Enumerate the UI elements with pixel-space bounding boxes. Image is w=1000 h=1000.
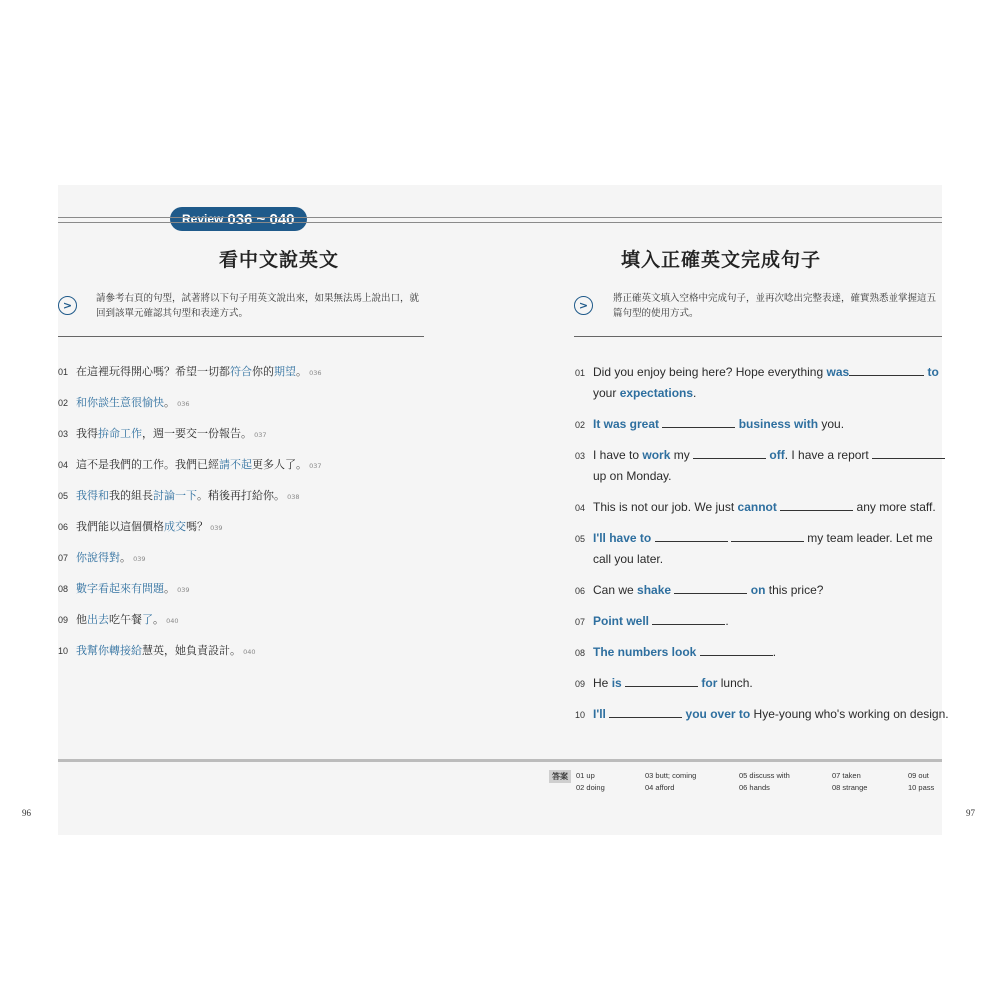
- item-number: 08: [575, 648, 586, 658]
- item-number: 07: [58, 553, 69, 563]
- item-number: 02: [575, 420, 586, 430]
- item-number: 02: [58, 398, 69, 408]
- answer-item: 03 butt; coming: [645, 771, 697, 780]
- footer-rule: [58, 759, 942, 762]
- answer-item: 06 hands: [739, 783, 770, 792]
- english-sentence: call you later.: [593, 552, 664, 566]
- english-sentence: Can we shake on this price?: [593, 583, 824, 597]
- item-number: 04: [58, 460, 69, 470]
- answer-blank[interactable]: [693, 447, 766, 459]
- unit-reference: 037: [252, 431, 267, 439]
- review-badge-word: Review: [182, 212, 224, 226]
- answer-item: 01 up: [576, 771, 595, 780]
- answer-blank[interactable]: [609, 706, 682, 718]
- chinese-sentence: 他出去吃午餐了。 040: [76, 613, 179, 626]
- answer-item: 09 out: [908, 771, 929, 780]
- right-instruction: 將正確英文填入空格中完成句子，並再次唸出完整表達，確實熟悉並掌握這五篇句型的使用方式。: [613, 293, 937, 319]
- chinese-sentence: 我幫你轉接給慧英，她負責設計。 040: [76, 644, 256, 657]
- chevron-right-icon: >: [574, 296, 593, 315]
- answer-blank[interactable]: [731, 530, 804, 542]
- item-number: 05: [575, 534, 586, 544]
- answer-label: 答案: [549, 770, 571, 783]
- item-number: 09: [58, 615, 69, 625]
- right-page: [500, 185, 949, 835]
- unit-reference: 040: [241, 648, 256, 656]
- unit-reference: 039: [175, 586, 190, 594]
- unit-reference: 039: [131, 555, 146, 563]
- unit-reference: 039: [208, 524, 223, 532]
- left-instruction: 請參考右頁的句型，試著將以下句子用英文說出來，如果無法馬上說出口，就回到該單元確認其句型和表達方式。: [96, 293, 420, 319]
- answer-item: 10 pass: [908, 783, 935, 792]
- review-badge-range: 036 ~ 040: [227, 210, 295, 228]
- english-sentence: I'll you over to Hye-young who's working on design.: [593, 707, 949, 721]
- answer-item: 08 strange: [832, 783, 868, 792]
- page-number-right: 97: [966, 808, 975, 818]
- chinese-sentence: 我得拚命工作，週一要交一份報告。 037: [76, 427, 267, 440]
- answer-blank[interactable]: [780, 499, 853, 511]
- english-sentence: up on Monday.: [593, 469, 672, 483]
- chinese-sentence: 和你談生意很愉快。 036: [76, 396, 190, 409]
- left-page: [58, 185, 500, 835]
- english-sentence: Point well .: [593, 614, 729, 628]
- answer-item: 05 discuss with: [739, 771, 790, 780]
- chinese-sentence: 這不是我們的工作。我們已經請不起更多人了。 037: [76, 458, 322, 471]
- item-number: 05: [58, 491, 69, 501]
- header-rule: [58, 217, 942, 223]
- item-number: 06: [575, 586, 586, 596]
- item-number: 03: [58, 429, 69, 439]
- english-sentence: He is for lunch.: [593, 676, 753, 690]
- left-page-title: 看中文說英文: [218, 249, 339, 271]
- book-spread: [58, 185, 949, 835]
- unit-reference: 038: [285, 493, 300, 501]
- english-sentence: your expectations.: [593, 386, 697, 400]
- item-number: 04: [575, 503, 586, 513]
- answer-blank[interactable]: [652, 613, 725, 625]
- item-number: 07: [575, 617, 586, 627]
- english-sentence: It was great business with you.: [593, 417, 845, 431]
- answer-blank[interactable]: [662, 416, 735, 428]
- right-page-title: 填入正確英文完成句子: [620, 249, 821, 271]
- item-number: 06: [58, 522, 69, 532]
- answer-blank[interactable]: [674, 582, 747, 594]
- chinese-sentence: 你說得對。 039: [76, 551, 146, 564]
- english-sentence: This is not our job. We just cannot any more staff.: [593, 500, 936, 514]
- english-sentence: I have to work my off. I have a report: [593, 445, 945, 466]
- english-sentence: Did you enjoy being here? Hope everything was to: [593, 365, 939, 379]
- answer-item: 07 taken: [832, 771, 861, 780]
- chinese-sentence: 我得和我的組長討論一下。稍後再打給你。 038: [76, 489, 300, 502]
- unit-reference: 040: [164, 617, 179, 625]
- answer-blank[interactable]: [849, 364, 924, 376]
- unit-reference: 036: [307, 369, 322, 377]
- unit-reference: 036: [175, 400, 190, 408]
- item-number: 03: [575, 451, 586, 461]
- unit-reference: 037: [307, 462, 322, 470]
- english-sentence: The numbers look .: [593, 645, 777, 659]
- answer-item: 02 doing: [576, 783, 605, 792]
- item-number: 09: [575, 679, 586, 689]
- english-sentence: I'll have to my team leader. Let me: [593, 531, 933, 545]
- answer-item: 04 afford: [645, 783, 675, 792]
- answer-blank[interactable]: [655, 530, 728, 542]
- item-number: 01: [58, 367, 69, 377]
- item-number: 08: [58, 584, 69, 594]
- chinese-sentence: 在這裡玩得開心嗎？希望一切都符合你的期望。 036: [76, 365, 322, 378]
- chinese-sentence: 我們能以這個價格成交嗎？ 039: [76, 520, 223, 533]
- right-divider: [574, 336, 942, 337]
- answer-blank[interactable]: [625, 675, 698, 687]
- item-number: 10: [58, 646, 69, 656]
- page-number-left: 96: [22, 808, 31, 818]
- item-number: 01: [575, 368, 586, 378]
- answer-blank[interactable]: [700, 644, 773, 656]
- left-divider: [58, 336, 424, 337]
- answer-blank[interactable]: [872, 447, 945, 459]
- item-number: 10: [575, 710, 586, 720]
- chevron-right-icon: >: [58, 296, 77, 315]
- chinese-sentence: 數字看起來有問題。 039: [76, 582, 190, 595]
